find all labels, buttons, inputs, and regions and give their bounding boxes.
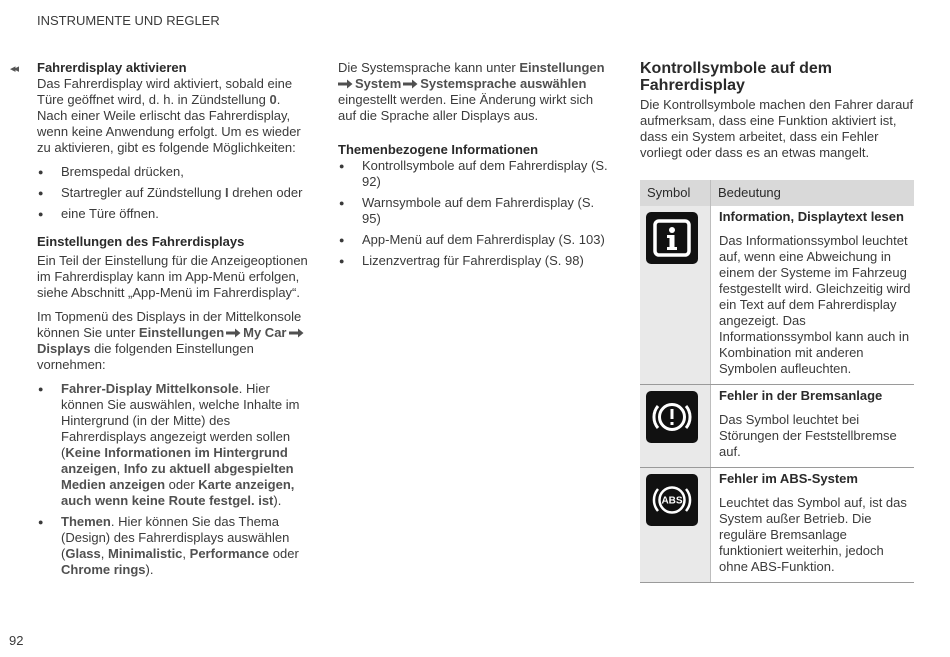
arrow-right-icon bbox=[338, 79, 353, 89]
settings-list bbox=[37, 381, 312, 578]
list-item: ● eine Türe öffnen. bbox=[37, 206, 312, 222]
heading-related-info: Themenbezogene Informationen bbox=[338, 142, 539, 157]
paragraph-system-language: Die Systemsprache kann unter Einstellungen System Systemsprache auswählen eingestellt werden. Eine Änderung wirkt sich auf die Sprache aller Displays aus. bbox=[338, 60, 605, 123]
column-left bbox=[37, 60, 312, 586]
column-middle bbox=[338, 60, 613, 277]
symbol-table bbox=[640, 180, 914, 583]
column-right bbox=[640, 60, 914, 583]
related-link[interactable]: ● Kontrollsymbole auf dem Fahrerdisplay (S. 92) bbox=[338, 158, 613, 190]
abs-fault-icon bbox=[646, 474, 698, 526]
column-header-meaning: Bedeutung bbox=[711, 180, 915, 206]
heading-control-symbols: Kontrollsymbole auf dem Fahrerdisplay bbox=[640, 60, 833, 94]
activation-list bbox=[37, 164, 312, 222]
page-header: INSTRUMENTE UND REGLER bbox=[37, 13, 220, 28]
related-link[interactable]: ● Warnsymbole auf dem Fahrerdisplay (S. 95) bbox=[338, 195, 613, 227]
arrow-right-icon bbox=[403, 79, 418, 89]
list-item: ● Bremspedal drücken, bbox=[37, 164, 312, 180]
row-title: Fehler in der Bremsanlage bbox=[719, 388, 883, 403]
paragraph-intro: Die Kontrollsymbole machen den Fahrer darauf aufmerksam, dass eine Funktion aktiviert ist, dass ein System arbeitet, dass ein Fehler vorliegt oder dass es an etwas mangelt. bbox=[640, 97, 914, 160]
list-item: ● Themen. Hier können Sie das Thema (Design) des Fahrerdisplays auswählen (Glass, Minimalistic, Performance oder Chrome rings). bbox=[37, 514, 312, 578]
paragraph-activate: Das Fahrerdisplay wird aktiviert, sobald eine Türe geöffnet wird, d. h. in Zündstellung 0. Nach einer Weile erlischt das Fahrerdisplay, wenn keine Anwendung erfolgt. Um es wieder zu aktivieren, gibt es folgende Möglichkeiten: bbox=[37, 76, 301, 155]
row-description: Das Symbol leuchtet bei Störungen der Feststellbremse auf. bbox=[719, 412, 897, 459]
table-row bbox=[640, 206, 914, 385]
column-header-symbol: Symbol bbox=[640, 180, 711, 206]
page-number: 92 bbox=[9, 633, 24, 648]
information-icon bbox=[646, 212, 698, 264]
heading-display-settings: Einstellungen des Fahrerdisplays bbox=[37, 234, 245, 249]
continued-marker-icon: ◂◂ bbox=[10, 63, 18, 75]
paragraph-top-menu: Im Topmenü des Displays in der Mittelkonsole können Sie unter Einstellungen My Car Displays die folgenden Einstellungen vornehmen: bbox=[37, 309, 312, 373]
arrow-right-icon bbox=[289, 328, 304, 338]
table-row bbox=[640, 468, 914, 583]
brake-fault-icon bbox=[646, 391, 698, 443]
related-link[interactable]: ● App-Menü auf dem Fahrerdisplay (S. 103) bbox=[338, 232, 613, 248]
row-description: Leuchtet das Symbol auf, ist das System außer Betrieb. Die reguläre Bremsanlage funktioniert weiterhin, jedoch ohne ABS-Funktion. bbox=[719, 495, 907, 574]
paragraph-app-menu: Ein Teil der Einstellung für die Anzeigeoptionen im Fahrerdisplay kann im App-Menü erfolgen, siehe Abschnitt „App-Menü im Fahrerdisplay“. bbox=[37, 253, 308, 300]
row-description: Das Informationssymbol leuchtet auf, wenn eine Abweichung in einem der Systeme im Fahrzeug festgestellt wird. Gleichzeitig wird ein Text auf dem Fahrerdisplay angezeigt. Das Informationssymbol kann auch in Kombination mit anderen Symbolen aufleuchten. bbox=[719, 233, 911, 376]
related-links bbox=[338, 158, 613, 269]
list-item: ● Fahrer-Display Mittelkonsole. Hier können Sie auswählen, welche Inhalte im Hintergrund (in der Mitte) des Fahrerdisplays angezeigt werden sollen (Keine Informationen im Hintergrund anzeigen, Info zu aktuell abgespielten Medien anzeigen oder Karte anzeigen, auch wenn keine Route festgel. ist). bbox=[37, 381, 312, 509]
abs-icon-text: ABS bbox=[661, 495, 683, 507]
list-item: ● Startregler auf Zündstellung I drehen oder bbox=[37, 185, 312, 201]
row-title: Fehler im ABS-System bbox=[719, 471, 858, 486]
related-link[interactable]: ● Lizenzvertrag für Fahrerdisplay (S. 98) bbox=[338, 253, 613, 269]
table-row bbox=[640, 385, 914, 468]
arrow-right-icon bbox=[226, 328, 241, 338]
heading-activate-display: Fahrerdisplay aktivieren bbox=[37, 60, 187, 75]
row-title: Information, Displaytext lesen bbox=[719, 209, 904, 224]
